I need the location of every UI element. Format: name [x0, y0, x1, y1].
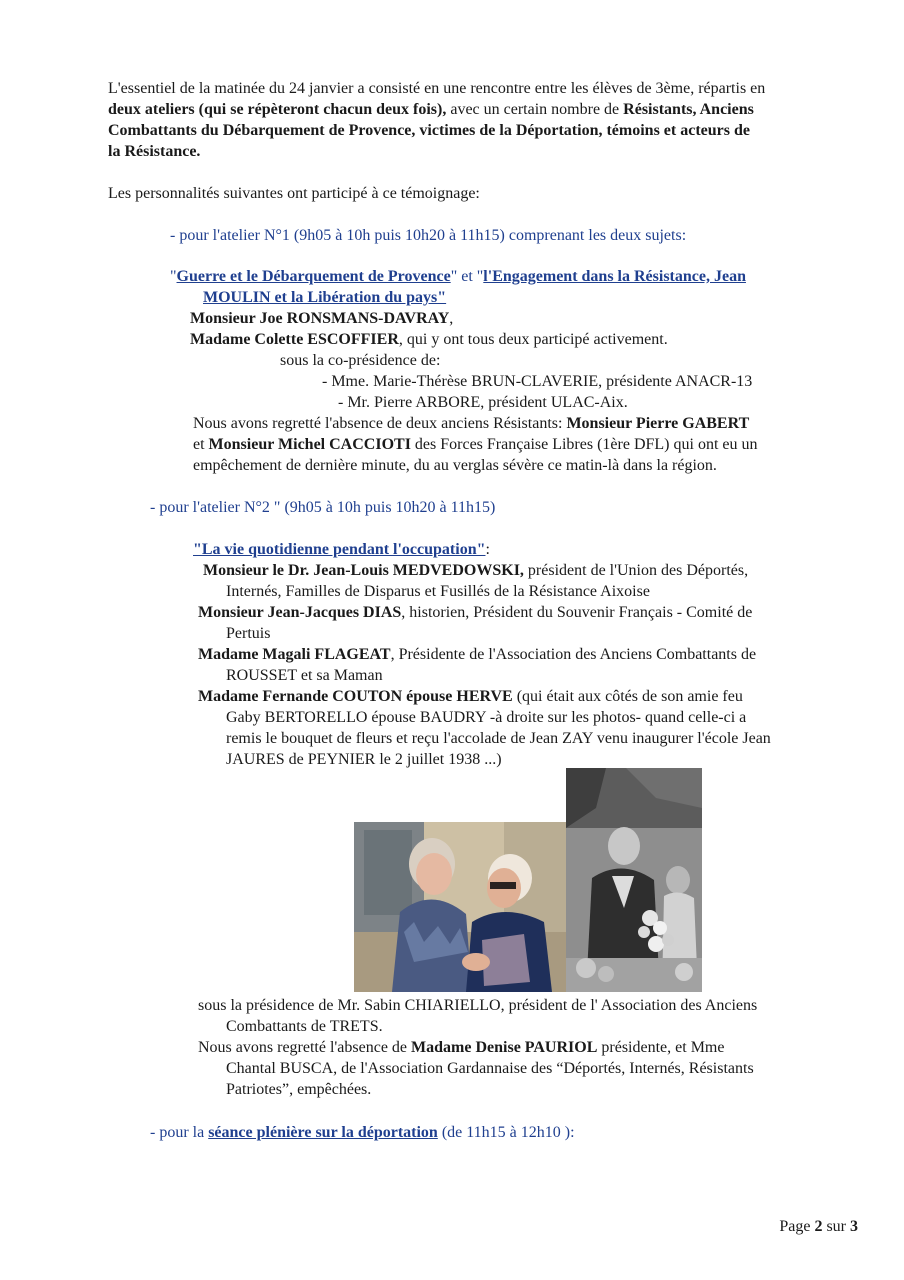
- atelier1-absence: Nous avons regretté l'absence de deux anciens Résistants: Monsieur Pierre GABERT et Monsieur Michel CACCIOTI des Forces Française Libres (1ère DFL) qui ont eu un empêchement de dernière minute, du au verglas sévère ce matin-là dans la région.: [193, 415, 758, 474]
- atelier2-absence: Nous avons regretté l'absence de Madame Denise PAURIOL présidente, et Mme Chantal BUSCA, de l'Association Gardannaise des “Déportés, Internés, Résistants Patriotes”, empêchées.: [198, 1039, 754, 1098]
- copresidence-label: sous la co-présidence de:: [280, 352, 441, 369]
- topic-resistance-link-cont[interactable]: MOULIN et la Libération du pays": [203, 289, 447, 306]
- intro-text: L'essentiel de la matinée du 24 janvier a consisté en une rencontre entre les élèves de 3ème, répartis en: [108, 80, 766, 97]
- photo-historical-image: [566, 768, 702, 992]
- photo-two-women-image: [354, 822, 566, 992]
- copresidence-brun-claverie: - Mme. Marie-Thérèse BRUN-CLAVERIE, présidente ANACR-13: [322, 373, 753, 390]
- intro-bold: deux ateliers (qui se répèteront chacun deux fois),: [108, 101, 447, 118]
- photo-two-women: [354, 822, 566, 992]
- intro-paragraph: [108, 78, 868, 162]
- atelier2-presidence: sous la présidence de Mr. Sabin CHIARIELLO, président de l' Association des Anciens Combattants de TRETS.: [198, 997, 758, 1035]
- intro-bold: la Résistance.: [108, 143, 201, 160]
- seance-pleniere-link[interactable]: séance plénière sur la déportation: [208, 1124, 438, 1141]
- participant-flageat: Madame Magali FLAGEAT, Présidente de l'Association des Anciens Combattants de ROUSSET et sa Maman: [198, 646, 757, 684]
- photo-historical: [566, 768, 702, 992]
- page-number: Page 2 sur 3: [779, 1218, 858, 1235]
- atelier1-topics: "Guerre et le Débarquement de Provence" et "l'Engagement dans la Résistance, Jean: [170, 268, 746, 285]
- copresidence-arbore: - Mr. Pierre ARBORE, président ULAC-Aix.: [338, 394, 628, 411]
- atelier1-topics-cont: [203, 287, 446, 308]
- topic-vie-quotidienne-link[interactable]: "La vie quotidienne pendant l'occupation": [193, 541, 486, 558]
- participant-medvedowski: Monsieur le Dr. Jean-Louis MEDVEDOWSKI, président de l'Union des Déportés, Internés, Familles de Disparus et Fusillés de la Résistance Aixoise: [203, 562, 749, 600]
- intro-bold: Combattants du Débarquement de Provence, victimes de la Déportation, témoins et acteurs de: [108, 122, 750, 139]
- intro-bold: Résistants, Anciens: [623, 101, 754, 118]
- atelier2-topic: "La vie quotidienne pendant l'occupation":: [193, 541, 490, 558]
- intro-participants: Les personnalités suivantes ont participé à ce témoignage:: [108, 185, 480, 202]
- participant-ronsmans: Monsieur Joe RONSMANS-DAVRAY,: [190, 310, 454, 327]
- intro-text: avec un certain nombre de: [450, 101, 620, 118]
- participant-escoffier: Madame Colette ESCOFFIER, qui y ont tous deux participé activement.: [190, 331, 668, 348]
- topic-resistance-link[interactable]: l'Engagement dans la Résistance, Jean: [483, 268, 746, 285]
- topic-debarquement-link[interactable]: Guerre et le Débarquement de Provence: [176, 268, 451, 285]
- atelier1-heading: - pour l'atelier N°1 (9h05 à 10h puis 10h20 à 11h15) comprenant les deux sujets:: [170, 227, 687, 244]
- participant-dias: Monsieur Jean-Jacques DIAS, historien, Président du Souvenir Français - Comité de Pertuis: [198, 604, 753, 642]
- participant-couton: Madame Fernande COUTON épouse HERVE (qui était aux côtés de son amie feu Gaby BERTORELLO épouse BAUDRY -à droite sur les photos- quand celle-ci a remis le bouquet de fleurs et reçu l'accolade de Jean ZAY venu inaugurer l'école Jean JAURES de PEYNIER le 2 juillet 1938 ...): [198, 688, 771, 768]
- atelier2-heading: - pour l'atelier N°2 " (9h05 à 10h puis 10h20 à 11h15): [150, 499, 496, 516]
- pleniere-heading: - pour la séance plénière sur la déportation (de 11h15 à 12h10 ):: [150, 1124, 575, 1141]
